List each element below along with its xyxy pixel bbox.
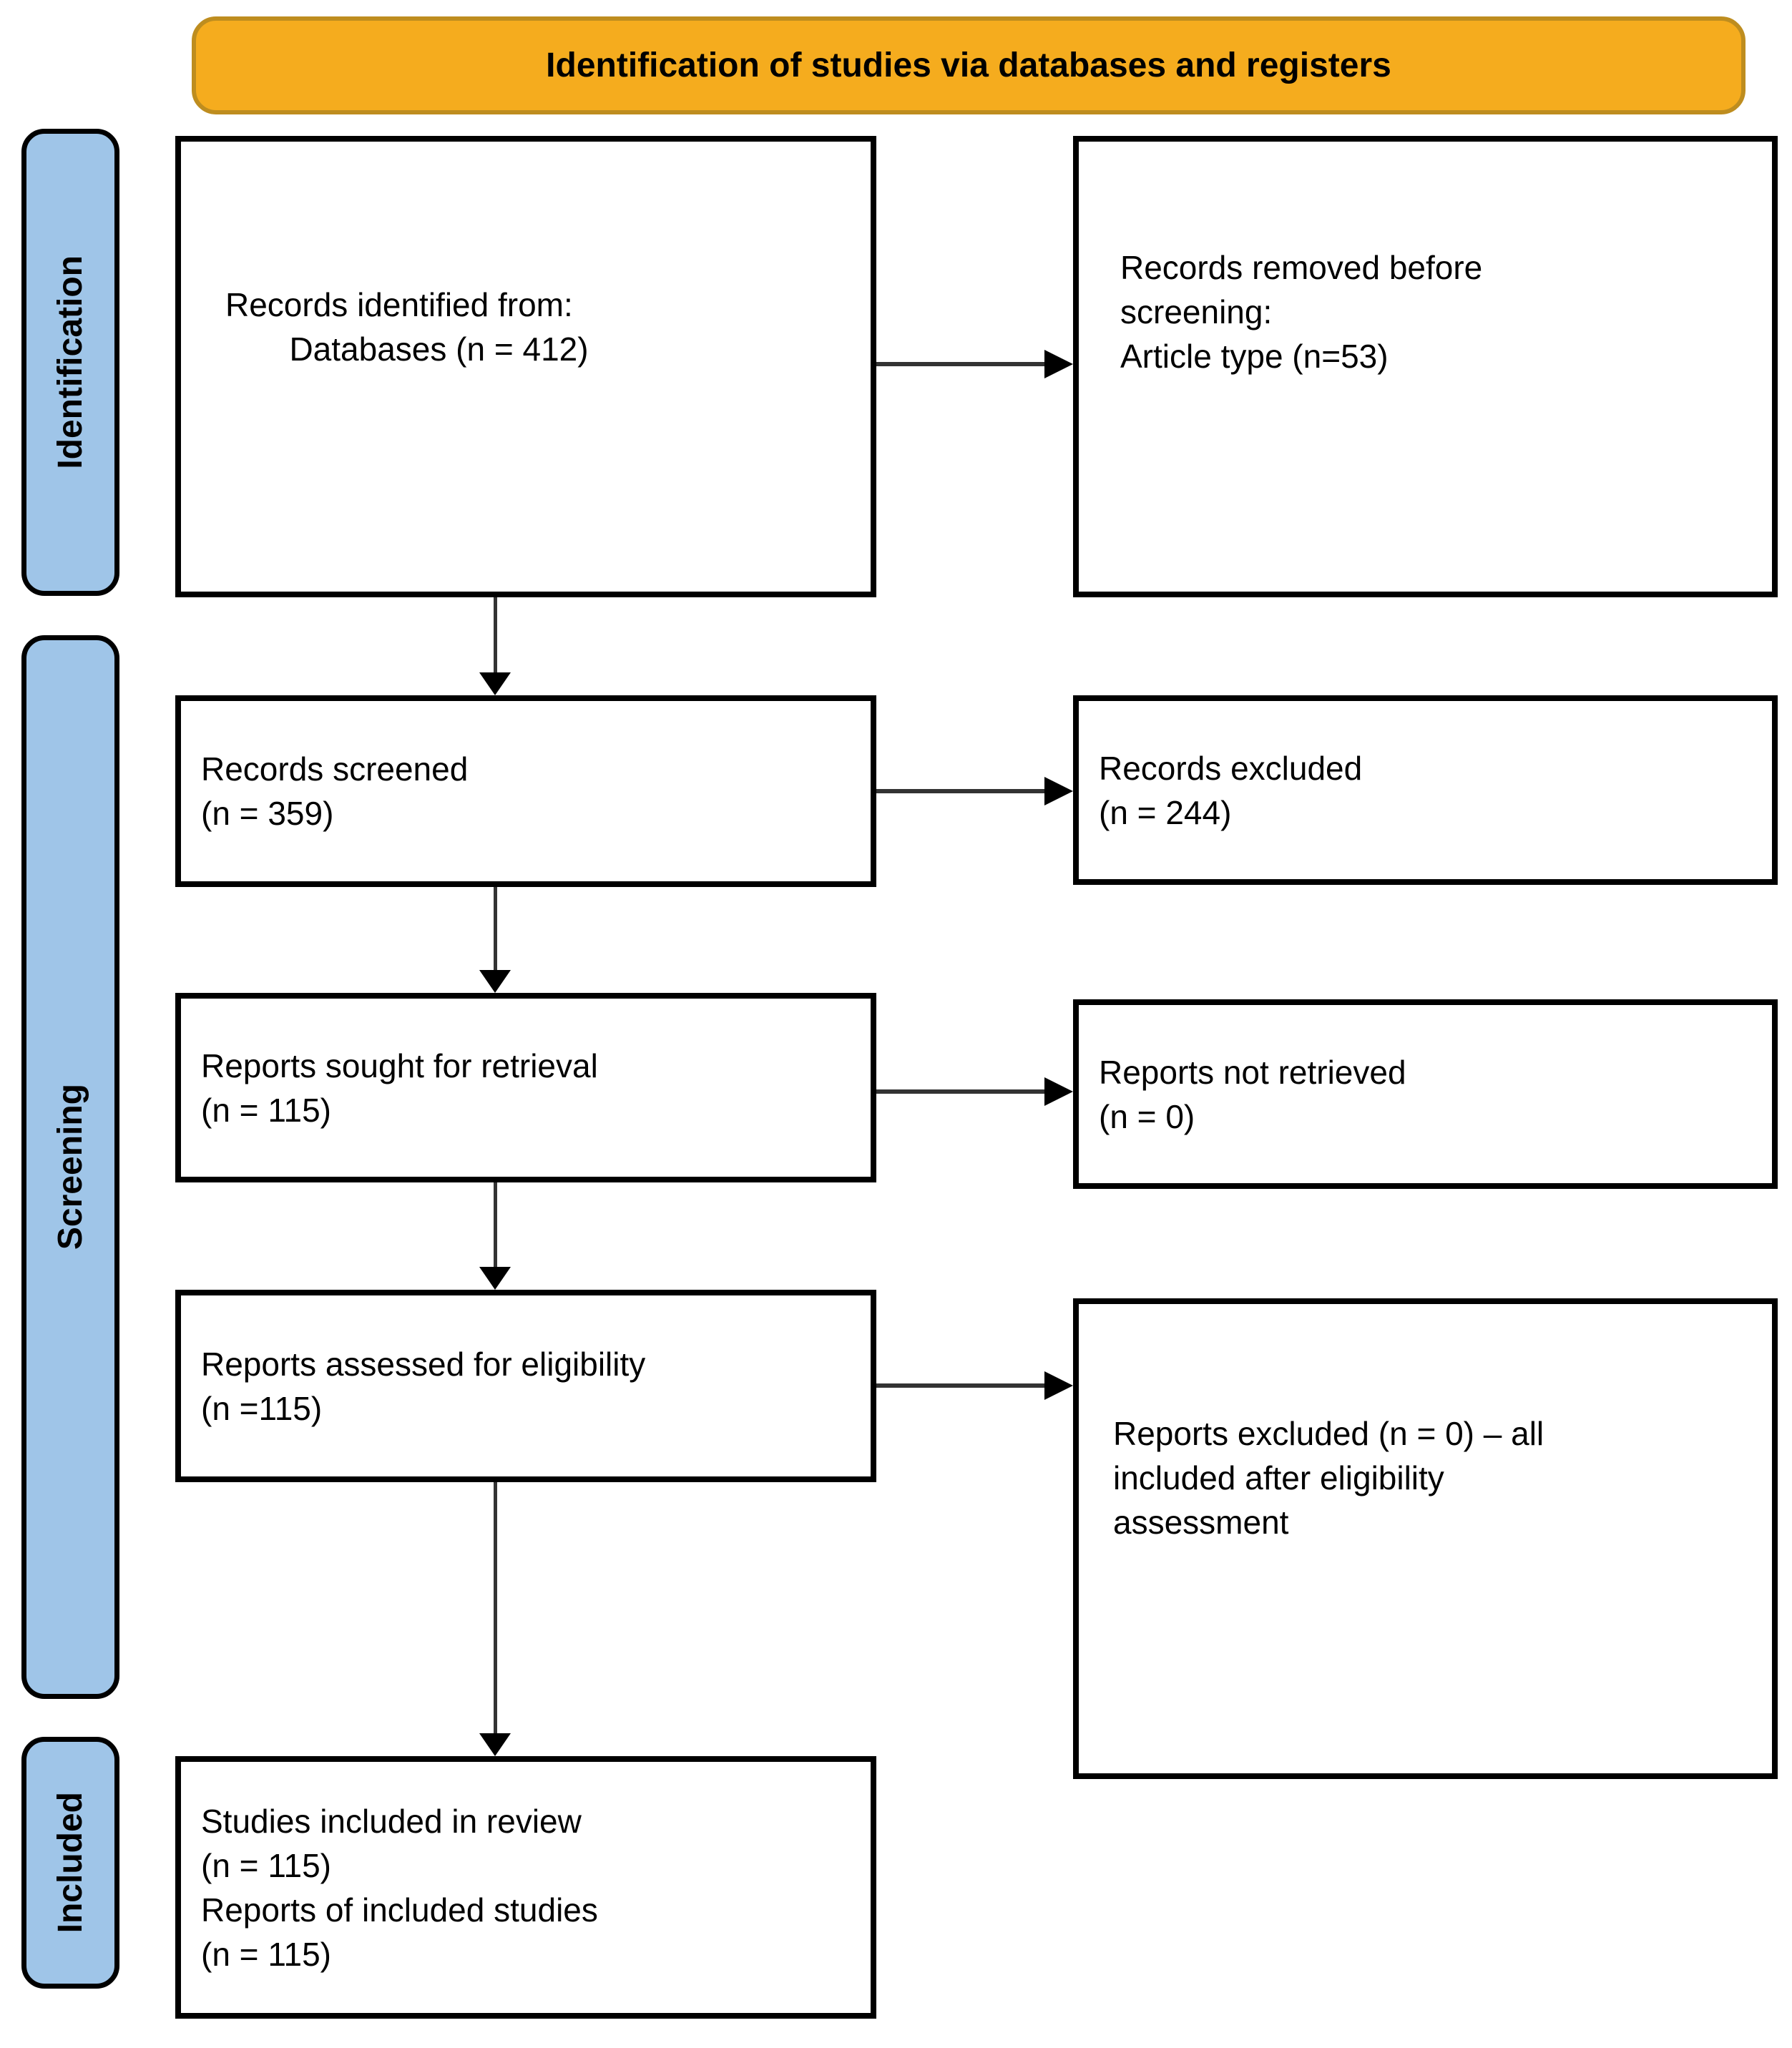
arrow-right-2-head: [1044, 777, 1073, 805]
arrow-down-2-head: [479, 970, 511, 993]
header-title: Identification of studies via databases and registers: [546, 46, 1391, 84]
arrow-down-3-line: [494, 1182, 497, 1270]
stage-screening: [21, 635, 119, 1699]
box-records-excluded-text: Records excluded (n = 244): [1099, 749, 1363, 831]
arrow-right-4-line: [876, 1383, 1048, 1388]
stage-screening-label: Screening: [52, 1084, 89, 1250]
arrow-right-1-line: [876, 362, 1048, 366]
arrow-down-1-line: [494, 597, 497, 676]
arrow-down-2-line: [494, 887, 497, 973]
box-reports-assessed-text: Reports assessed for eligibility (n =115): [201, 1345, 646, 1427]
arrow-right-3-line: [876, 1089, 1048, 1094]
box-records-excluded: [1073, 695, 1778, 885]
box-reports-excluded-text: Reports excluded (n = 0) – all included after eligibility assessment: [1113, 1415, 1544, 1541]
stage-identification-label: Identification: [52, 255, 89, 469]
arrow-right-2-line: [876, 789, 1048, 793]
box-records-screened: [175, 695, 876, 887]
arrow-right-1-head: [1044, 350, 1073, 378]
header-banner: [192, 16, 1746, 114]
stage-identification: [21, 129, 119, 596]
box-records-removed-text: Records removed before screening: Article type (n=53): [1120, 249, 1483, 375]
arrow-down-4-head: [479, 1733, 511, 1756]
box-reports-assessed: [175, 1290, 876, 1482]
stage-included-label: Included: [52, 1792, 89, 1934]
box-reports-not-retrieved-text: Reports not retrieved (n = 0): [1099, 1053, 1406, 1135]
arrow-down-4-line: [494, 1482, 497, 1736]
arrow-right-3-head: [1044, 1077, 1073, 1106]
box-reports-sought: [175, 993, 876, 1182]
arrow-down-3-head: [479, 1267, 511, 1290]
box-records-removed: [1073, 136, 1778, 597]
box-records-identified: [175, 136, 876, 597]
arrow-right-4-head: [1044, 1371, 1073, 1400]
box-studies-included-text: Studies included in review (n = 115) Reports of included studies (n = 115): [201, 1802, 598, 1973]
box-records-identified-text: Records identified from: Databases (n = 412): [225, 286, 589, 368]
box-reports-sought-text: Reports sought for retrieval (n = 115): [201, 1047, 598, 1129]
box-studies-included: [175, 1756, 876, 2019]
box-reports-not-retrieved: [1073, 999, 1778, 1189]
box-records-screened-text: Records screened (n = 359): [201, 750, 469, 832]
box-reports-excluded: [1073, 1298, 1778, 1779]
stage-included: [21, 1737, 119, 1989]
arrow-down-1-head: [479, 672, 511, 695]
